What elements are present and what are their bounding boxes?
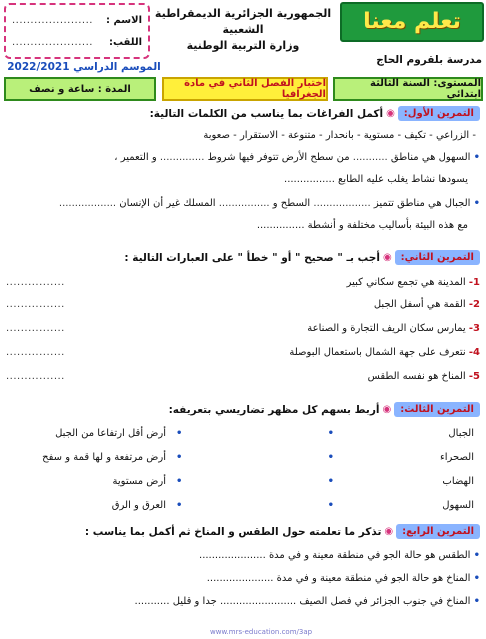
item-number: 4- — [468, 347, 480, 358]
exercise-3-tag: التمرين الثالث: — [394, 402, 480, 417]
ex1-b1-dots2: .............. — [159, 152, 205, 163]
school-name: مدرسة بلقروم الحاج — [376, 54, 482, 66]
surname-line — [12, 31, 142, 53]
exercise-1-tag: التمرين الأول: — [398, 106, 480, 121]
landform-definition: أرض مستوية — [112, 476, 166, 487]
ex1-b1-line2: يسودها نشاط يغلب عليه الطابع ................ — [284, 174, 468, 185]
name-dots: ...................... — [12, 14, 93, 26]
landform-name: الهضاب — [442, 476, 474, 487]
ministry-name: وزارة التربية الوطنية — [186, 39, 300, 52]
bullet-icon[interactable]: • — [176, 500, 183, 511]
school-year: الموسم الدراسي 2022/2021 — [7, 61, 161, 73]
level-text: المستوى: السنة الثالثة ابتدائي — [370, 78, 481, 100]
duration-box — [4, 77, 156, 101]
ex1-b2-end: المسلك غير أن الإنسان — [119, 198, 216, 209]
exam-title-box — [162, 77, 328, 101]
duration-text: المدة : ساعة و نصف — [29, 83, 131, 95]
ex4-item-text: المناخ في جنوب الجزائر في فصل الصيف ........................ جدا و قليل ........... — [134, 596, 471, 607]
eye-icon: ◉ — [386, 108, 395, 119]
name-line — [12, 9, 142, 31]
surname-dots: ...................... — [12, 36, 93, 48]
item-text: المناخ هو نفسه الطقس — [367, 371, 466, 382]
bullet-icon: • — [473, 596, 480, 607]
ex1-b1-dots: ........... — [352, 152, 388, 163]
bullet-icon[interactable]: • — [176, 476, 183, 487]
match-row — [6, 428, 480, 446]
bullet-icon[interactable]: • — [327, 452, 334, 463]
eye-icon: ◉ — [384, 526, 394, 537]
ex1-bullet-1 — [6, 151, 480, 165]
landform-definition: أرض مرتفعة و لها قمة و سفح — [42, 452, 166, 463]
ex1-b2-dots3: .................. — [58, 198, 117, 209]
ex2-item-2 — [6, 298, 480, 312]
answer-dots: ................ — [6, 371, 65, 382]
item-text: نتعرف على جهة الشمال باستعمال البوصلة — [289, 347, 466, 358]
ex1-bullet-2 — [6, 197, 480, 211]
exercise-4 — [6, 524, 480, 609]
ex1-b2-line2: مع هذه البيئة بأساليب مختلفة و أنشطة ............... — [256, 220, 468, 231]
ex2-item-5 — [6, 370, 480, 384]
word-bank: - الزراعي - تكيف - مستوية - بانحدار - متنوعة - الاستقرار - صعوبة — [203, 130, 476, 141]
ex2-item-1 — [6, 276, 480, 290]
footer-url: www.mrs-education.com/3ap — [210, 628, 313, 636]
landform-name: السهول — [442, 500, 474, 511]
ex1-b2-mid: السطح و — [272, 198, 311, 209]
bullet-icon[interactable]: • — [327, 476, 334, 487]
match-row — [6, 476, 480, 494]
eye-icon: ◉ — [382, 252, 392, 263]
item-number: 2- — [468, 299, 480, 310]
ex2-item-3 — [6, 322, 480, 336]
landform-definition: أرض أقل ارتفاعا من الجبل — [55, 428, 166, 439]
match-row — [6, 500, 480, 518]
ex1-b2-start: الجبال هي مناطق تتميز — [373, 198, 471, 209]
ex2-item-4 — [6, 346, 480, 360]
answer-dots: ................ — [6, 277, 65, 288]
logo — [340, 2, 484, 42]
exercise-1-prompt: أكمل الفراغات بما يناسب من الكلمات التالية: — [149, 107, 384, 120]
ex4-item-3 — [6, 595, 480, 609]
landform-definition: العرق و الرق — [111, 500, 166, 511]
ex1-b2-dots2: ................ — [218, 198, 270, 209]
match-row — [6, 452, 480, 470]
bullet-icon[interactable]: • — [176, 428, 183, 439]
republic-name: الجمهورية الجزائرية الديمقراطية الشعبية — [154, 7, 332, 36]
ex1-b1-start: السهول هي مناطق — [390, 152, 471, 163]
item-text: المدينة هي تجمع سكاني كبير — [346, 277, 466, 288]
ex1-b1-end: و التعمير ، — [114, 152, 157, 163]
exercise-2-prompt: أجب بـ " صحيح " أو " خطأ " على العبارات التالية : — [124, 251, 380, 264]
surname-label: اللقب: — [108, 36, 142, 48]
item-text: القمة هي أسفل الجبل — [373, 299, 466, 310]
exercise-4-tag: التمرين الرابع: — [396, 524, 480, 539]
government-header — [150, 6, 336, 54]
bullet-icon[interactable]: • — [327, 500, 334, 511]
level-box — [333, 77, 483, 101]
eye-icon: ◉ — [382, 404, 392, 415]
bullet-icon: • — [473, 573, 480, 584]
answer-dots: ................ — [6, 323, 65, 334]
name-label: الاسم : — [105, 14, 142, 26]
exercise-2 — [6, 250, 480, 265]
logo-text: تعلم معنا — [363, 9, 461, 34]
bullet-icon: • — [473, 152, 480, 163]
item-number: 5- — [468, 371, 480, 382]
ex4-item-text: الطقس هو حالة الجو في منطقة معينة و في مدة ..................... — [199, 550, 471, 561]
landform-name: الصحراء — [440, 452, 474, 463]
landform-name: الجبال — [448, 428, 474, 439]
exercise-3-prompt: أربط بسهم كل مظهر تضاريسي بتعريفه: — [168, 403, 380, 416]
bullet-icon[interactable]: • — [327, 428, 334, 439]
ex4-item-2 — [6, 572, 480, 586]
item-number: 3- — [468, 323, 480, 334]
ex1-b1-mid: من سطح الأرض تتوفر فيها شروط — [207, 152, 350, 163]
exercise-2-tag: التمرين الثاني: — [395, 250, 480, 265]
student-info-box — [4, 3, 150, 59]
answer-dots: ................ — [6, 347, 65, 358]
ex4-item-1 — [6, 549, 480, 563]
ex1-b2-dots: .................. — [313, 198, 371, 209]
item-text: يمارس سكان الريف التجارة و الصناعة — [307, 323, 466, 334]
bullet-icon: • — [473, 198, 480, 209]
exercise-3 — [6, 402, 480, 417]
bullet-icon[interactable]: • — [176, 452, 183, 463]
item-number: 1- — [468, 277, 480, 288]
exam-title: اختبار الفصل الثاني في مادة الجغرافيا — [184, 78, 326, 100]
exercise-4-prompt: تذكر ما تعلمته حول الطقس و المناخ ثم أكمل بما يناسب : — [84, 525, 382, 538]
bullet-icon: • — [473, 550, 480, 561]
answer-dots: ................ — [6, 299, 65, 310]
exercise-1 — [6, 106, 480, 233]
ex4-item-text: المناخ هو حالة الجو في منطقة معينة و في مدة ..................... — [206, 573, 471, 584]
